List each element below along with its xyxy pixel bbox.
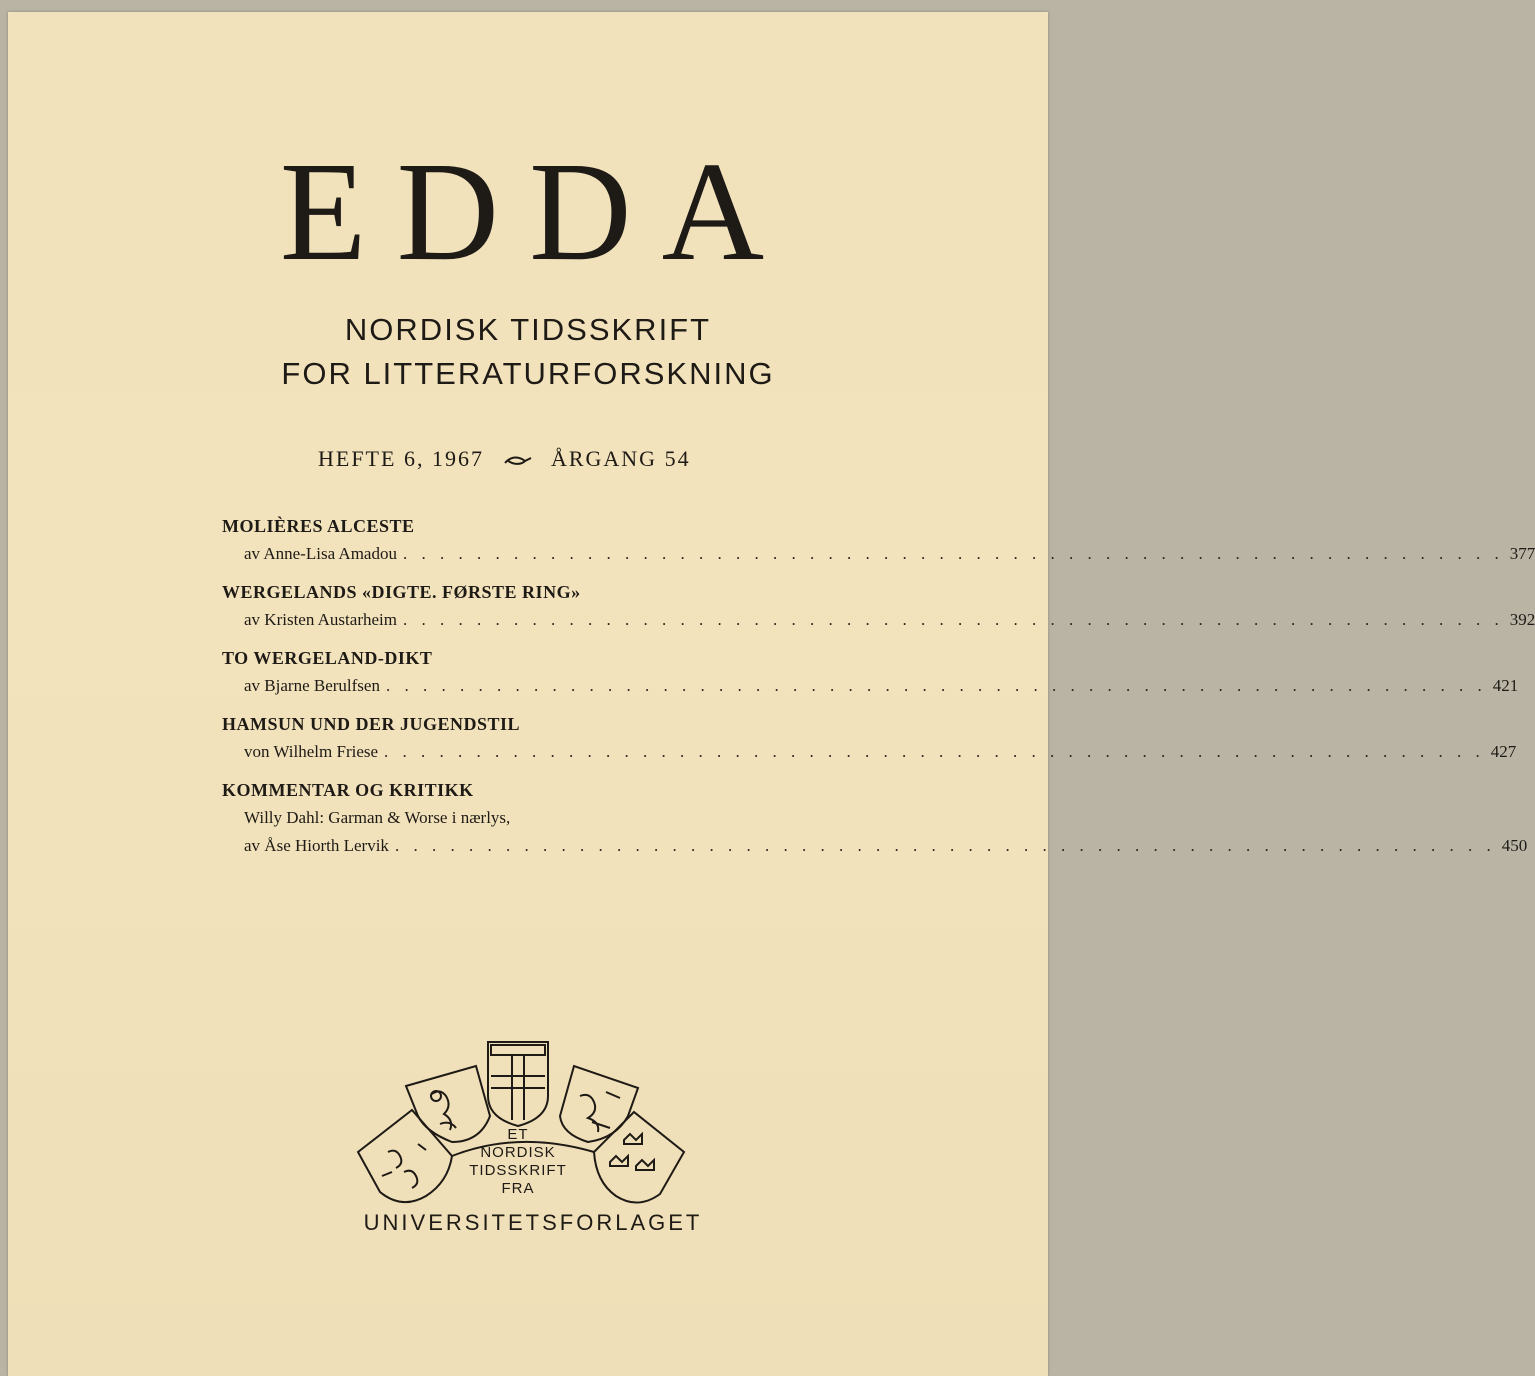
journal-title: EDDA [279,132,795,290]
toc-leader-dots: . . . . . . . . . . . . . . . . . . . . . . . . . . . . . . . . . . . . . . . . . . . . . . . . . . . . . . . . . . . . [402,544,1504,563]
toc-author: av Bjarne Berulfsen [244,676,380,695]
toc-entry-byline [222,832,1528,860]
toc-author: av Åse Hiorth Lervik [244,836,389,855]
volume-number: ÅRGANG 54 [550,446,691,471]
toc-entry-byline [222,738,1517,766]
toc-entry-title: HAMSUN UND DER JUGENDSTIL [222,714,521,734]
toc-entry [222,644,1519,700]
journal-cover [8,12,1535,1376]
publisher-name: UNIVERSITETSFORLAGET [363,1210,703,1235]
toc-entry-byline [222,672,1519,700]
journal-subtitle [8,308,1048,396]
toc-entry [222,578,1535,634]
toc-leader-dots: . . . . . . . . . . . . . . . . . . . . . . . . . . . . . . . . . . . . . . . . . . . . . . . . . . . . . . . . . . . . [394,836,1496,855]
subtitle-line-1: NORDISK TIDSSKRIFT [344,312,712,347]
toc-entry-byline [222,540,1535,568]
toc-page-number: 421 [1492,676,1519,695]
toc-entry [222,710,1517,766]
toc-entry [222,776,1528,860]
toc-leader-dots: . . . . . . . . . . . . . . . . . . . . . . . . . . . . . . . . . . . . . . . . . . . . . . . . . . . . . . . . . . . . [402,610,1504,629]
emblem-line-1: ET [507,1126,529,1143]
toc-page-number: 392 [1509,610,1535,629]
toc-author: von Wilhelm Friese [244,742,379,761]
toc-author: av Kristen Austarheim [244,610,397,629]
emblem-line-3: TIDSSKRIFT [469,1162,567,1179]
publisher-emblem [348,1034,688,1239]
toc-page-number: 450 [1501,836,1528,855]
toc-page-number: 427 [1490,742,1517,761]
toc-entry-title: KOMMENTAR OG KRITIKK [222,780,474,800]
emblem-line-4: FRA [501,1180,535,1197]
subtitle-line-2: FOR LITTERATURFORSKNING [281,356,775,391]
toc-leader-dots: . . . . . . . . . . . . . . . . . . . . . . . . . . . . . . . . . . . . . . . . . . . . . . . . . . . . . . . . . . . . [385,676,1487,695]
toc-entry-title: MOLIÈRES ALCESTE [222,516,415,536]
table-of-contents [222,512,1535,870]
toc-author: Willy Dahl: Garman & Worse i nærlys, [244,808,511,827]
toc-author: av Anne-Lisa Amadou [244,544,397,563]
ornament-icon [503,448,533,474]
toc-entry-title: TO WERGELAND-DIKT [222,648,433,668]
toc-leader-dots: . . . . . . . . . . . . . . . . . . . . . . . . . . . . . . . . . . . . . . . . . . . . . . . . . . . . . . . . . . . . [384,742,1485,761]
toc-entry-byline [222,606,1535,634]
toc-entry-byline [222,804,814,832]
emblem-line-2: NORDISK [480,1144,556,1161]
toc-page-number: 377 [1509,544,1535,563]
toc-entry [222,512,1535,568]
issue-number: HEFTE 6, 1967 [318,446,484,471]
issue-info [318,446,691,474]
toc-entry-title: WERGELANDS «DIGTE. FØRSTE RING» [222,582,581,602]
